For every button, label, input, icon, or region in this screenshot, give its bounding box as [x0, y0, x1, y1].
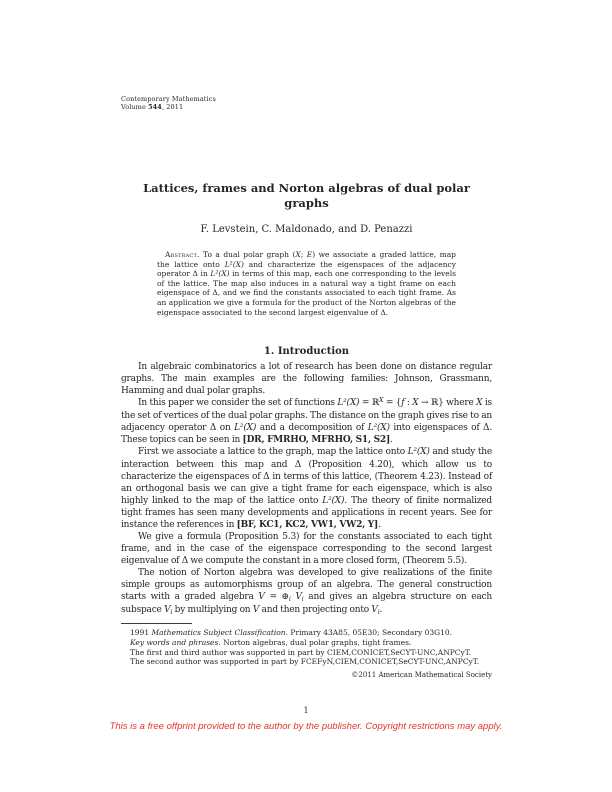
copyright-notice: ©2011 American Mathematical Society [351, 670, 492, 679]
paragraph-3: First we associate a lattice to the graph, map the lattice onto L²(X) and study the interaction between this map and Δ (Proposition 4.20), which allow us to characterize the eigenspaces of Δ in terms of this lattice, (Theorem 4.23). Instead of an orthogonal basis we can give a tight frame for each eigenspace, which is also highly linked to the map of the lattice onto L²(X). The theory of finite normalized tight frames has seen many developments and applications in recent years. See for instance the references in [BF, KC1, KC2, VW1, VW2, Y]. [121, 447, 492, 530]
footnote-support-1: The first and third author was supported in part by CIEM,CONICET,SeCYT-UNC,ANPCyT. [130, 647, 472, 657]
text-column [121, 95, 492, 680]
footnote-rule [121, 623, 192, 624]
journal-header [121, 95, 492, 111]
footnotes [121, 628, 492, 667]
paragraph-2: In this paper we consider the set of functions L²(X) = ℝ$^X$ = {f : X → ℝ} where X is the set of vertices of the dual polar graphs. The distance on the graph gives rise to an adjacency operator Δ on L²(X) and a decomposition of L²(X) into eigenspaces of Δ. These topics can be seen in [DR, FMRHO, MFRHO, S1, S2]. [121, 397, 492, 446]
journal-name: Contemporary Mathematics [121, 95, 216, 103]
journal-volume: Volume 544, 2011 [121, 103, 184, 111]
section-heading: 1. Introduction [263, 346, 350, 358]
abstract: Abstract. To a dual polar graph (X; E) we associate a graded lattice, map the lattice onto L²(X) and characterize the eigenspaces of the adjacency operator Δ in L²(X) in terms of this map, each one corresponding to the levels of the lattice. The map also induces in a natural way a tight frame on each eigenspace of Δ, and we find the constants associated to each tight frame. As an application we give a formula for the product of the Norton algebras of the eigenspace associated to the second largest eigenvalue of Δ. [157, 250, 456, 317]
footnote-keywords: Key words and phrases. Norton algebras, dual polar graphs, tight frames. [130, 637, 412, 647]
offprint-notice: This is a free offprint provided to the author by the publisher. Copyright restrictions may apply. [109, 721, 503, 732]
paper-title: Lattices, frames and Norton algebras of dual polar graphs [143, 181, 470, 210]
paragraph-5: The notion of Norton algebra was developed to give realizations of the finite simple groups as automorphisms group of an algebra. The general construction starts with a graded algebra V = ⊕i Vi and gives an algebra structure on each subspace Vi by multiplying on V and then projecting onto Vi. [121, 567, 492, 616]
body-text [121, 361, 492, 617]
footnote-support-2: The second author was supported in part by FCEFyN,CIEM,CONICET,SeCYT-UNC,ANPCyT. [130, 657, 480, 667]
authors-line: F. Levstein, C. Maldonado, and D. Penazzi [200, 224, 413, 235]
paragraph-1: In algebraic combinatorics a lot of research has been done on distance regular graphs. The main examples are the following families: Johnson, Grassmann, Hamming and dual polar graphs. [121, 362, 492, 397]
footnote-msc: 1991 Mathematics Subject Classification. Primary 43A85, 05E30; Secondary 03G10. [130, 628, 453, 638]
paragraph-4: We give a formula (Proposition 5.3) for the constants associated to each tight frame, and in the case of the eigenspace corresponding to the second largest eigenvalue of Δ we compute the constant in a more closed form, (Theorem 5.5). [121, 531, 492, 566]
page-number: 1 [303, 706, 309, 715]
